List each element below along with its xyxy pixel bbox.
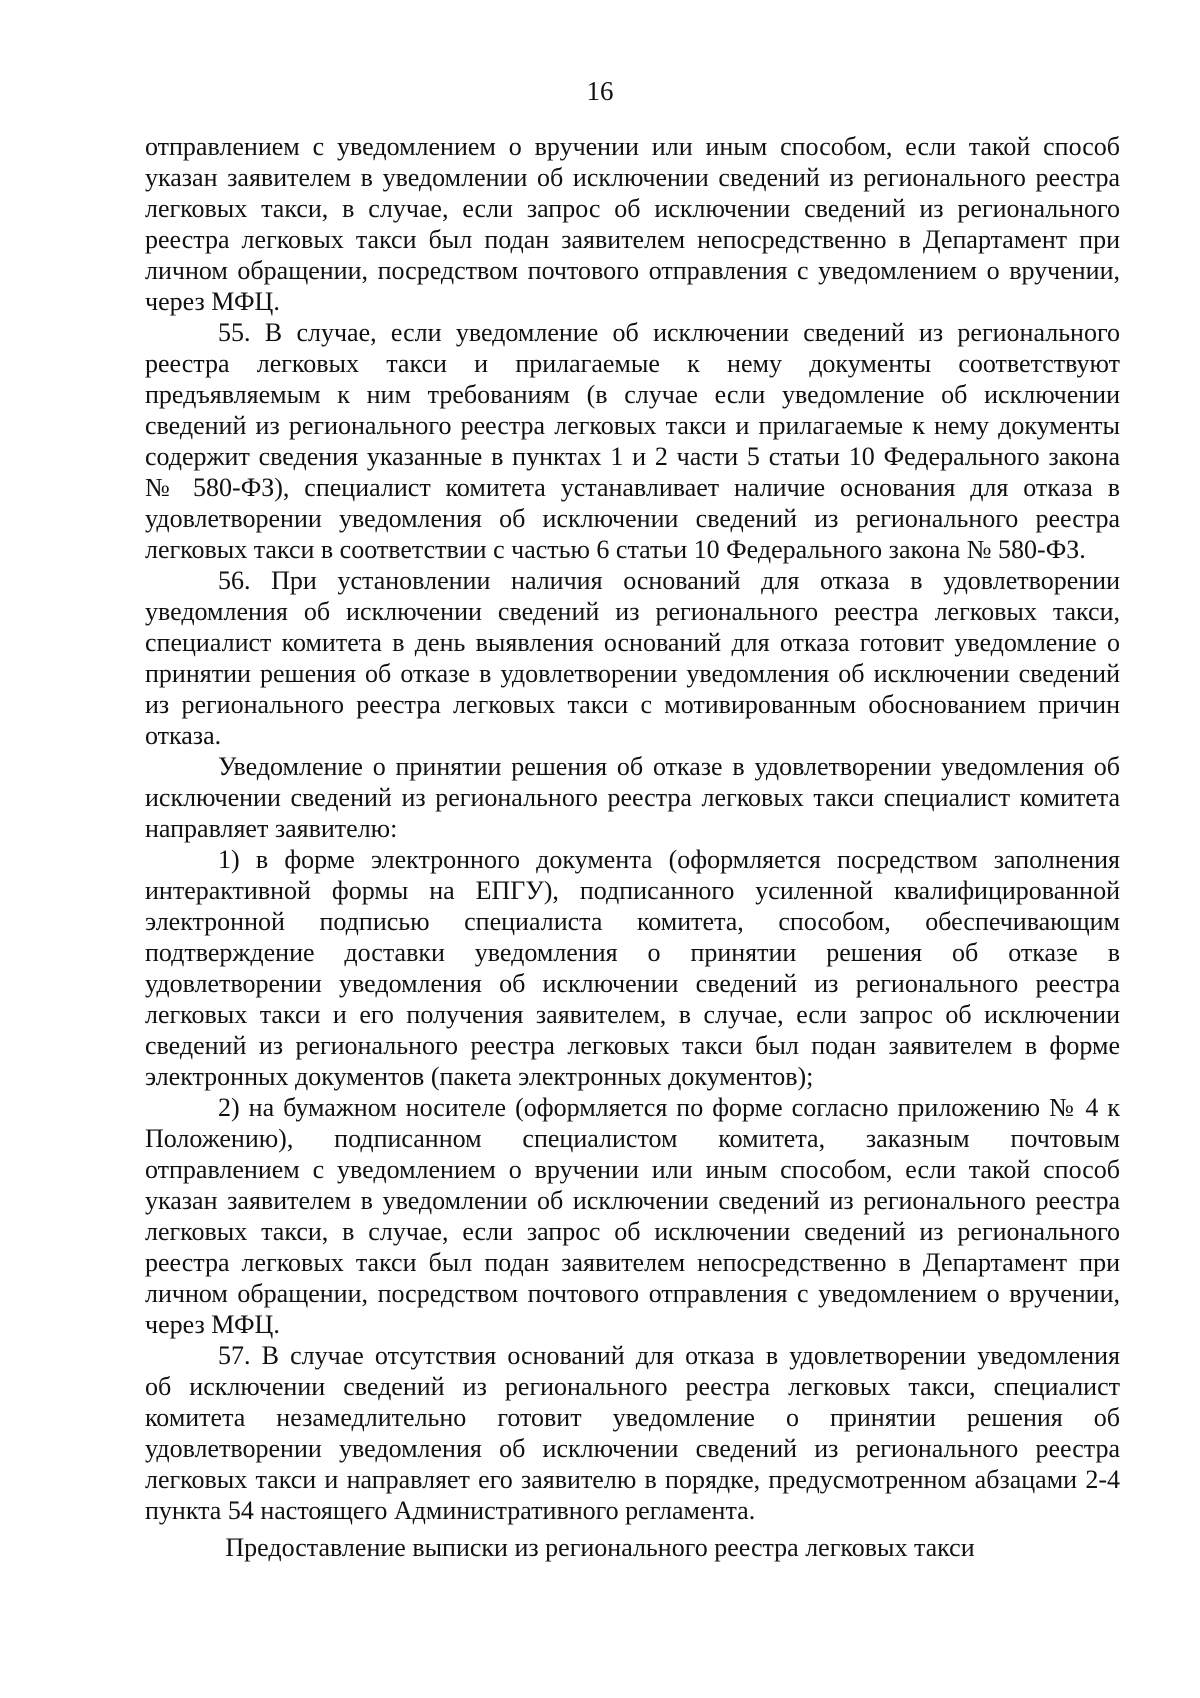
text-line: легковых такси и его получения заявителем, в случае, если запрос об исключении [145, 1000, 1120, 1029]
text-line: электронных документов (пакета электронных документов); [145, 1062, 814, 1091]
text-line: отправлением с уведомлением о вручении или иным способом, если такой способ [145, 132, 1120, 161]
text-line: исключении сведений из регионального реестра легковых такси специалист комитета [145, 783, 1120, 812]
text-line: 55. В случае, если уведомление об исключении сведений из регионального [218, 318, 1120, 347]
text-line: через МФЦ. [145, 287, 280, 316]
text-line: легковых такси, в случае, если запрос об исключении сведений из регионального [145, 194, 1120, 223]
text-line: уведомления об исключении сведений из регионального реестра легковых такси, [145, 597, 1120, 626]
paragraph-subitem-2 [145, 1092, 1120, 1340]
paragraph-notice [145, 751, 1120, 844]
text-line: реестра легковых такси был подан заявителем непосредственно в Департамент при [145, 225, 1120, 254]
text-line: через МФЦ. [145, 1310, 280, 1339]
section-heading: Предоставление выписки из регионального реестра легковых такси [225, 1533, 975, 1562]
text-line: электронной подписью специалиста комитета, способом, обеспечивающим [145, 907, 1120, 936]
document-body [145, 131, 1120, 1526]
text-line: удовлетворении уведомления об исключении сведений из регионального реестра [145, 504, 1120, 533]
text-line: отказа. [145, 721, 222, 750]
text-line: из регионального реестра легковых такси с мотивированным обоснованием причин [145, 690, 1120, 719]
text-line: предъявляемым к ним требованиям (в случае если уведомление об исключении [145, 380, 1120, 409]
text-line: указан заявителем в уведомлении об исключении сведений из регионального реестра [145, 163, 1120, 192]
text-line: Положению), подписанном специалистом комитета, заказным почтовым [145, 1124, 1120, 1153]
text-line: личном обращении, посредством почтового отправления с уведомлением о вручении, [145, 1279, 1120, 1308]
text-line: направляет заявителю: [145, 814, 398, 843]
text-line: об исключении сведений из регионального реестра легковых такси, специалист [145, 1372, 1120, 1401]
text-line: 2) на бумажном носителе (оформляется по форме согласно приложению № 4 к [218, 1093, 1120, 1122]
text-line: подтверждение доставки уведомления о принятии решения об отказе в [145, 938, 1120, 967]
paragraph-item-55 [145, 317, 1120, 565]
text-line: комитета незамедлительно готовит уведомление о принятии решения об [145, 1403, 1120, 1432]
text-line: интерактивной формы на ЕПГУ), подписанного усиленной квалифицированной [145, 876, 1120, 905]
text-line: личном обращении, посредством почтового отправления с уведомлением о вручении, [145, 256, 1120, 285]
text-line: легковых такси в соответствии с частью 6 статьи 10 Федерального закона № 580-ФЗ. [145, 535, 1086, 564]
text-line: № 580-ФЗ), специалист комитета устанавливает наличие основания для отказа в [145, 473, 1120, 502]
paragraph-continuation [145, 131, 1120, 317]
text-line: содержит сведения указанные в пунктах 1 и 2 части 5 статьи 10 Федерального закона [145, 442, 1120, 471]
text-line: удовлетворении уведомления об исключении сведений из регионального реестра [145, 969, 1120, 998]
text-line: легковых такси, в случае, если запрос об исключении сведений из регионального [145, 1217, 1120, 1246]
text-line: легковых такси и направляет его заявителю в порядке, предусмотренном абзацами 2-4 [145, 1465, 1120, 1494]
text-line: 56. При установлении наличия оснований для отказа в удовлетворении [218, 566, 1120, 595]
paragraph-item-57 [145, 1340, 1120, 1526]
text-line: реестра легковых такси был подан заявителем непосредственно в Департамент при [145, 1248, 1120, 1277]
text-line: отправлением с уведомлением о вручении или иным способом, если такой способ [145, 1155, 1120, 1184]
text-line: 57. В случае отсутствия оснований для отказа в удовлетворении уведомления [218, 1341, 1120, 1370]
text-line: удовлетворении уведомления об исключении сведений из регионального реестра [145, 1434, 1120, 1463]
text-line: реестра легковых такси и прилагаемые к нему документы соответствуют [145, 349, 1120, 378]
text-line: указан заявителем в уведомлении об исключении сведений из регионального реестра [145, 1186, 1120, 1215]
paragraph-subitem-1 [145, 844, 1120, 1092]
paragraph-item-56 [145, 565, 1120, 751]
page-number: 16 [586, 76, 614, 106]
text-line: 1) в форме электронного документа (оформляется посредством заполнения [218, 845, 1120, 874]
text-line: сведений из регионального реестра легковых такси и прилагаемые к нему документы [145, 411, 1120, 440]
text-line: Уведомление о принятии решения об отказе в удовлетворении уведомления об [218, 752, 1120, 781]
text-line: принятии решения об отказе в удовлетворении уведомления об исключении сведений [145, 659, 1120, 688]
text-line: специалист комитета в день выявления оснований для отказа готовит уведомление о [145, 628, 1120, 657]
text-line: пункта 54 настоящего Административного регламента. [145, 1496, 756, 1525]
text-line: сведений из регионального реестра легковых такси был подан заявителем в форме [145, 1031, 1120, 1060]
